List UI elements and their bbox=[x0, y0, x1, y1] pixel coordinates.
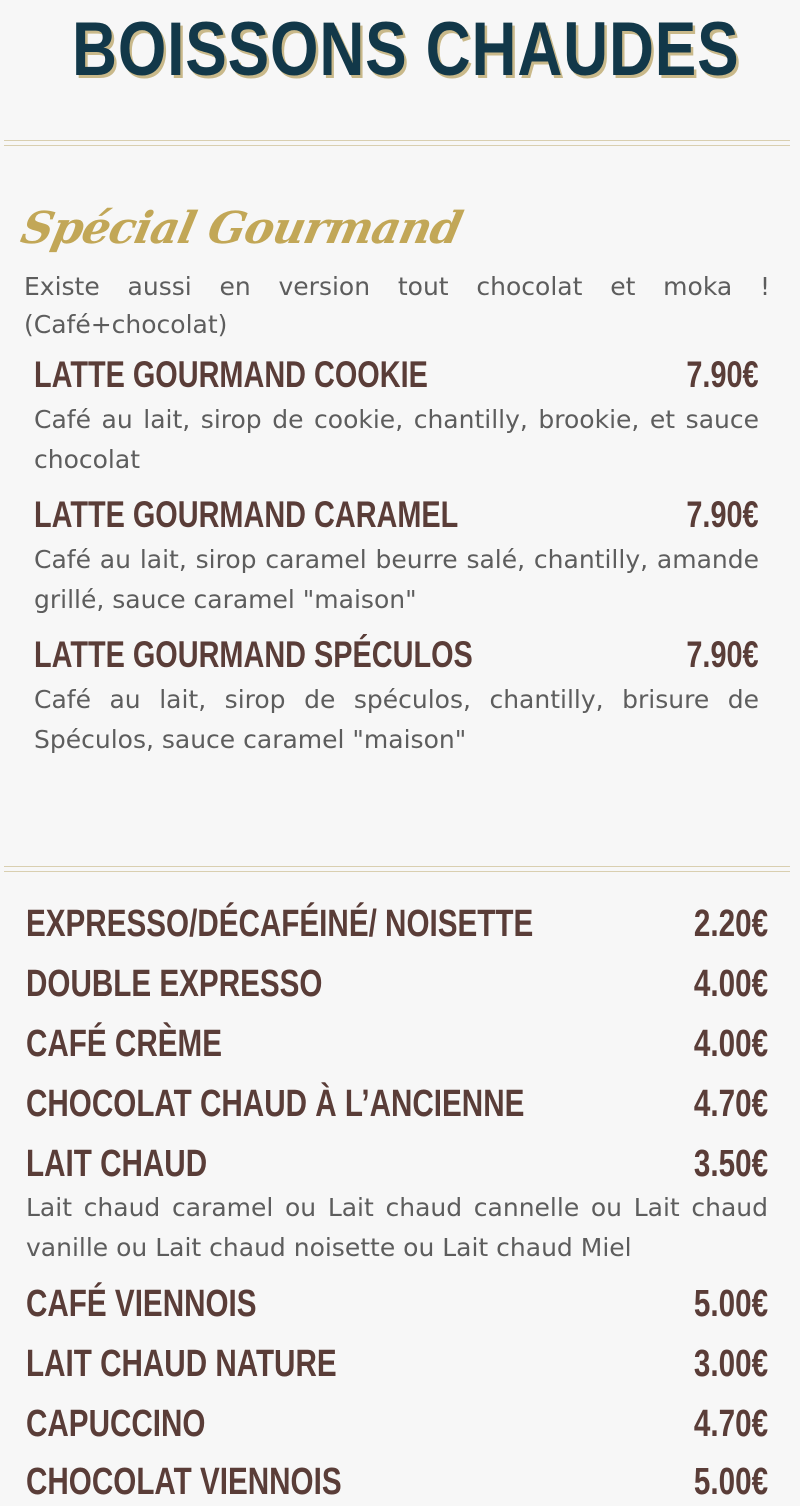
item-price: 5.00€ bbox=[693, 1461, 768, 1503]
item-description: Lait chaud caramel ou Lait chaud cannelle ou Lait chaud vanille ou Lait chaud noisette ou Lait chaud Miel bbox=[26, 1193, 768, 1262]
item-name: CHOCOLAT VIENNOIS bbox=[26, 1461, 342, 1503]
section-title: Spécial Gourmand bbox=[16, 203, 467, 254]
item-price: 4.00€ bbox=[693, 1023, 768, 1065]
item-name: CAFÉ VIENNOIS bbox=[26, 1283, 257, 1325]
page-title: BOISSONS CHAUDES bbox=[72, 7, 740, 92]
item-price: 7.90€ bbox=[686, 634, 759, 675]
item-price: 7.90€ bbox=[686, 354, 759, 395]
item-name: DOUBLE EXPRESSO bbox=[26, 963, 323, 1005]
item-name: LATTE GOURMAND SPÉCULOS bbox=[34, 634, 473, 675]
item-price: 4.00€ bbox=[693, 963, 768, 1005]
item-description: Café au lait, sirop de spéculos, chantilly, brisure de Spéculos, sauce caramel "maison" bbox=[34, 685, 759, 754]
item-name: LATTE GOURMAND CARAMEL bbox=[34, 494, 459, 535]
item-name: LATTE GOURMAND COOKIE bbox=[34, 354, 428, 395]
item-price: 7.90€ bbox=[686, 494, 759, 535]
divider bbox=[4, 866, 790, 872]
section-note: Existe aussi en version tout chocolat et moka ! (Café+chocolat) bbox=[24, 272, 770, 339]
item-name: CAFÉ CRÈME bbox=[26, 1023, 222, 1065]
item-name: LAIT CHAUD NATURE bbox=[26, 1343, 337, 1385]
item-description: Café au lait, sirop caramel beurre salé, chantilly, amande grillé, sauce caramel "maison" bbox=[34, 545, 759, 614]
item-name: CHOCOLAT CHAUD À L’ANCIENNE bbox=[26, 1083, 525, 1125]
item-price: 3.00€ bbox=[693, 1343, 768, 1385]
divider bbox=[4, 140, 790, 146]
item-name: CAPUCCINO bbox=[26, 1403, 206, 1445]
item-price: 5.00€ bbox=[693, 1283, 768, 1325]
item-name: EXPRESSO/DÉCAFÉINÉ/ NOISETTE bbox=[26, 903, 534, 945]
item-description: Café au lait, sirop de cookie, chantilly, brookie, et sauce chocolat bbox=[34, 405, 759, 474]
item-price: 4.70€ bbox=[693, 1403, 768, 1445]
item-price: 4.70€ bbox=[693, 1083, 768, 1125]
item-price: 2.20€ bbox=[693, 903, 768, 945]
item-price: 3.50€ bbox=[693, 1143, 768, 1185]
item-name: LAIT CHAUD bbox=[26, 1143, 208, 1185]
